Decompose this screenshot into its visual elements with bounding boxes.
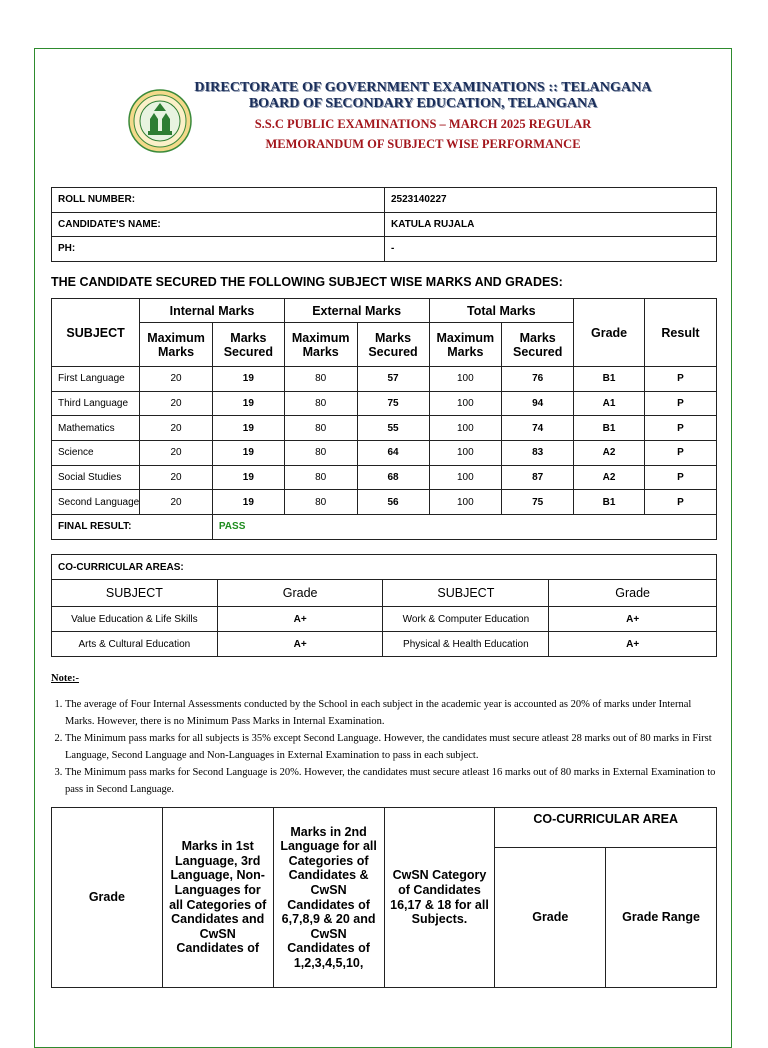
total-secured-cell: 83 — [502, 441, 574, 466]
internal-secured-cell: 19 — [212, 465, 284, 490]
result-cell: P — [645, 416, 717, 441]
cocurricular-col-grade: Grade — [549, 580, 717, 607]
total-max-cell: 100 — [429, 490, 502, 515]
cocurricular-title-row — [52, 555, 717, 580]
col-internal-secured: Marks Secured — [212, 323, 284, 367]
internal-secured-cell: 19 — [212, 367, 284, 392]
grade-scale-table — [51, 807, 717, 988]
col-external-secured: Marks Secured — [357, 323, 429, 367]
ph-value: - — [385, 237, 717, 262]
external-secured-cell: 56 — [357, 490, 429, 515]
grade-cell: B1 — [574, 367, 645, 392]
notes-list — [51, 696, 717, 798]
col-total-max: Maximum Marks — [429, 323, 502, 367]
roll-number-row — [52, 188, 717, 213]
table-row — [52, 367, 717, 392]
cocurricular-subject-cell: Physical & Health Education — [383, 632, 549, 657]
external-secured-cell: 75 — [357, 391, 429, 416]
grade-cell: A2 — [574, 441, 645, 466]
notes-title: Note:- — [51, 673, 79, 684]
grade-cell: A2 — [574, 465, 645, 490]
final-result-row — [52, 515, 717, 540]
external-max-cell: 80 — [284, 367, 357, 392]
internal-secured-cell: 19 — [212, 391, 284, 416]
candidate-name-label: CANDIDATE'S NAME: — [52, 212, 385, 237]
internal-max-cell: 20 — [140, 367, 213, 392]
header-memo-title: MEMORANDUM OF SUBJECT WISE PERFORMANCE — [265, 137, 581, 151]
external-secured-cell: 55 — [357, 416, 429, 441]
cocurricular-grade-cell: A+ — [217, 607, 383, 632]
grade-scale-cc-grade: Grade — [495, 848, 606, 988]
external-secured-cell: 68 — [357, 465, 429, 490]
total-max-cell: 100 — [429, 465, 502, 490]
external-max-cell: 80 — [284, 441, 357, 466]
cocurricular-table — [51, 554, 717, 657]
roll-number-label: ROLL NUMBER: — [52, 188, 385, 213]
internal-max-cell: 20 — [140, 416, 213, 441]
grade-cell: B1 — [574, 490, 645, 515]
table-row — [52, 632, 717, 657]
external-max-cell: 80 — [284, 416, 357, 441]
note-item: 2. The Minimum pass marks for all subjects is 35% except Second Language. However, the candidates must secure atleast 28 marks out of 80 marks in First Language, Second Language and Non-Languages in External Examination to pass in each subject. — [65, 730, 717, 764]
cocurricular-subject-cell: Work & Computer Education — [383, 607, 549, 632]
total-max-cell: 100 — [429, 391, 502, 416]
grade-scale-col-first-language: Marks in 1st Language, 3rd Language, Non-Languages for all Categories of Candidates and CwSN Candidates of — [162, 808, 273, 988]
note-item: 3. The Minimum pass marks for Second Language is 20%. However, the candidates must secure atleast 16 marks out of 80 marks in External Examination to pass in Second Language. — [65, 764, 717, 798]
total-secured-cell: 75 — [502, 490, 574, 515]
result-cell: P — [645, 465, 717, 490]
ph-row — [52, 237, 717, 262]
cocurricular-subject-cell: Value Education & Life Skills — [52, 607, 218, 632]
header-board: BOARD OF SECONDARY EDUCATION, TELANGANA — [248, 96, 598, 111]
cocurricular-title: CO-CURRICULAR AREAS: — [52, 555, 717, 580]
col-grade: Grade — [574, 299, 645, 367]
candidate-info-table — [51, 187, 717, 262]
grade-scale-cc-range: Grade Range — [606, 848, 717, 988]
subject-cell: First Language — [52, 367, 140, 392]
total-secured-cell: 74 — [502, 416, 574, 441]
total-max-cell: 100 — [429, 367, 502, 392]
total-secured-cell: 87 — [502, 465, 574, 490]
total-secured-cell: 76 — [502, 367, 574, 392]
internal-max-cell: 20 — [140, 391, 213, 416]
ph-label: PH: — [52, 237, 385, 262]
marks-table — [51, 298, 717, 540]
col-external-marks: External Marks — [284, 299, 429, 323]
total-max-cell: 100 — [429, 441, 502, 466]
table-row — [52, 441, 717, 466]
table-row — [52, 391, 717, 416]
col-subject: SUBJECT — [52, 299, 140, 367]
result-cell: P — [645, 391, 717, 416]
roll-number-value: 2523140227 — [385, 188, 717, 213]
note-item: 1. The average of Four Internal Assessments conducted by the School in each subject in the academic year is accounted as 20% of marks under Internal Marks. However, there is no Minimum Pass Marks in Internal Examination. — [65, 696, 717, 730]
candidate-name-value: KATULA RUJALA — [385, 212, 717, 237]
cocurricular-subject-cell: Arts & Cultural Education — [52, 632, 218, 657]
cocurricular-col-subject: SUBJECT — [52, 580, 218, 607]
notes-section — [51, 670, 717, 798]
cocurricular-header-row — [52, 580, 717, 607]
total-max-cell: 100 — [429, 416, 502, 441]
total-secured-cell: 94 — [502, 391, 574, 416]
internal-secured-cell: 19 — [212, 441, 284, 466]
marks-section-heading: THE CANDIDATE SECURED THE FOLLOWING SUBJECT WISE MARKS AND GRADES: — [51, 275, 563, 289]
result-cell: P — [645, 490, 717, 515]
cocurricular-grade-cell: A+ — [217, 632, 383, 657]
subject-cell: Third Language — [52, 391, 140, 416]
table-row — [52, 607, 717, 632]
external-max-cell: 80 — [284, 465, 357, 490]
candidate-name-row — [52, 212, 717, 237]
cocurricular-grade-cell: A+ — [549, 607, 717, 632]
subject-cell: Mathematics — [52, 416, 140, 441]
cocurricular-grade-cell: A+ — [549, 632, 717, 657]
internal-max-cell: 20 — [140, 490, 213, 515]
external-max-cell: 80 — [284, 391, 357, 416]
header-directorate: DIRECTORATE OF GOVERNMENT EXAMINATIONS :: TELANGANA — [194, 80, 652, 95]
external-max-cell: 80 — [284, 490, 357, 515]
grade-scale-header-row — [52, 808, 717, 848]
cocurricular-col-grade: Grade — [217, 580, 383, 607]
marks-header-row — [52, 299, 717, 323]
col-external-max: Maximum Marks — [284, 323, 357, 367]
col-total-marks: Total Marks — [429, 299, 574, 323]
final-result-label: FINAL RESULT: — [52, 515, 213, 540]
col-internal-max: Maximum Marks — [140, 323, 213, 367]
final-result-value: PASS — [212, 515, 716, 540]
internal-secured-cell: 19 — [212, 416, 284, 441]
table-row — [52, 465, 717, 490]
col-internal-marks: Internal Marks — [140, 299, 285, 323]
col-total-secured: Marks Secured — [502, 323, 574, 367]
grade-scale-col-second-language: Marks in 2nd Language for all Categories of Candidates & CwSN Candidates of 6,7,8,9 & 20 and CwSN Candidates of 1,2,3,4,5,10, — [273, 808, 384, 988]
header-exam-name: S.S.C PUBLIC EXAMINATIONS – MARCH 2025 REGULAR — [254, 117, 592, 131]
result-cell: P — [645, 367, 717, 392]
subject-cell: Science — [52, 441, 140, 466]
result-cell: P — [645, 441, 717, 466]
table-row — [52, 490, 717, 515]
external-secured-cell: 64 — [357, 441, 429, 466]
internal-max-cell: 20 — [140, 441, 213, 466]
cocurricular-col-subject: SUBJECT — [383, 580, 549, 607]
grade-scale-col-grade: Grade — [52, 808, 163, 988]
memo-header — [128, 80, 688, 152]
grade-scale-col-cocurricular: CO-CURRICULAR AREA — [495, 808, 717, 848]
internal-max-cell: 20 — [140, 465, 213, 490]
subject-cell: Social Studies — [52, 465, 140, 490]
table-row — [52, 416, 717, 441]
internal-secured-cell: 19 — [212, 490, 284, 515]
grade-scale-col-cwsn: CwSN Category of Candidates 16,17 & 18 for all Subjects. — [384, 808, 495, 988]
subject-cell: Second Language — [52, 490, 140, 515]
col-result: Result — [645, 299, 717, 367]
grade-cell: A1 — [574, 391, 645, 416]
grade-cell: B1 — [574, 416, 645, 441]
external-secured-cell: 57 — [357, 367, 429, 392]
